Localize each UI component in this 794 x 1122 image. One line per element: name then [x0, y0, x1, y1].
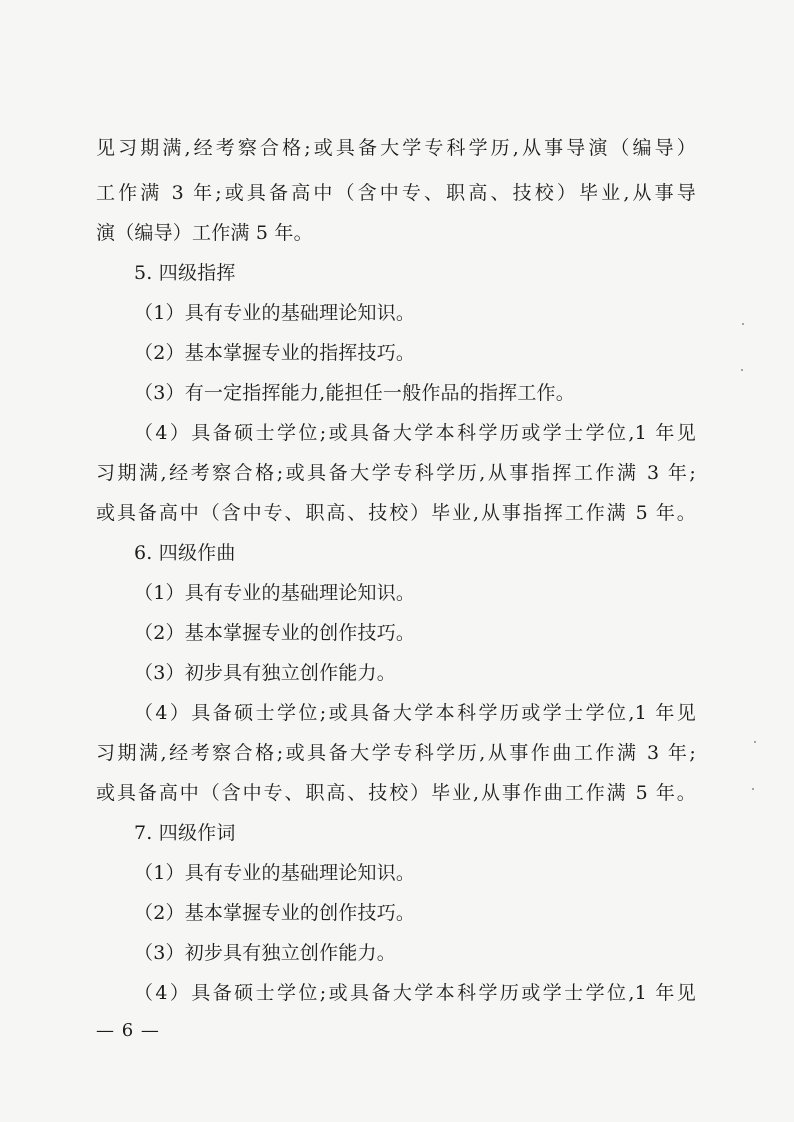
- body-text-line: 见习期满,经考察合格;或具备大学专科学历,从事导演（编导）: [96, 137, 696, 159]
- scan-speck: [741, 369, 743, 371]
- list-item: （3）初步具有独立创作能力。: [134, 942, 396, 964]
- section-heading: 7. 四级作词: [134, 822, 236, 844]
- body-text-line: 工作满 3 年;或具备高中（含中专、职高、技校）毕业,从事导: [96, 182, 696, 204]
- list-item: （4）具备硕士学位;或具备大学本科学历或学士学位,1 年见: [134, 422, 696, 444]
- body-text-line: 或具备高中（含中专、职高、技校）毕业,从事作曲工作满 5 年。: [96, 782, 696, 804]
- section-heading: 5. 四级指挥: [134, 262, 236, 284]
- scan-speck: [752, 788, 754, 790]
- body-text-line: 习期满,经考察合格;或具备大学专科学历,从事作曲工作满 3 年;: [96, 742, 696, 764]
- list-item: （2）基本掌握专业的创作技巧。: [134, 622, 416, 644]
- list-item: （1）具有专业的基础理论知识。: [134, 302, 416, 324]
- list-item: （3）有一定指挥能力,能担任一般作品的指挥工作。: [134, 382, 575, 404]
- scan-speck: [742, 323, 744, 325]
- list-item: （3）初步具有独立创作能力。: [134, 662, 396, 684]
- body-text-line: 习期满,经考察合格;或具备大学专科学历,从事指挥工作满 3 年;: [96, 462, 696, 484]
- body-text-line: 或具备高中（含中专、职高、技校）毕业,从事指挥工作满 5 年。: [96, 502, 696, 524]
- list-item: （1）具有专业的基础理论知识。: [134, 862, 416, 884]
- list-item: （1）具有专业的基础理论知识。: [134, 582, 416, 604]
- scan-speck: [754, 741, 756, 743]
- list-item: （2）基本掌握专业的创作技巧。: [134, 902, 416, 924]
- section-heading: 6. 四级作曲: [134, 542, 236, 564]
- page-number: — 6 —: [96, 1020, 160, 1041]
- list-item: （4）具备硕士学位;或具备大学本科学历或学士学位,1 年见: [134, 982, 696, 1004]
- list-item: （2）基本掌握专业的指挥技巧。: [134, 342, 416, 364]
- list-item: （4）具备硕士学位;或具备大学本科学历或学士学位,1 年见: [134, 702, 696, 724]
- body-text-line: 演（编导）工作满 5 年。: [96, 222, 313, 244]
